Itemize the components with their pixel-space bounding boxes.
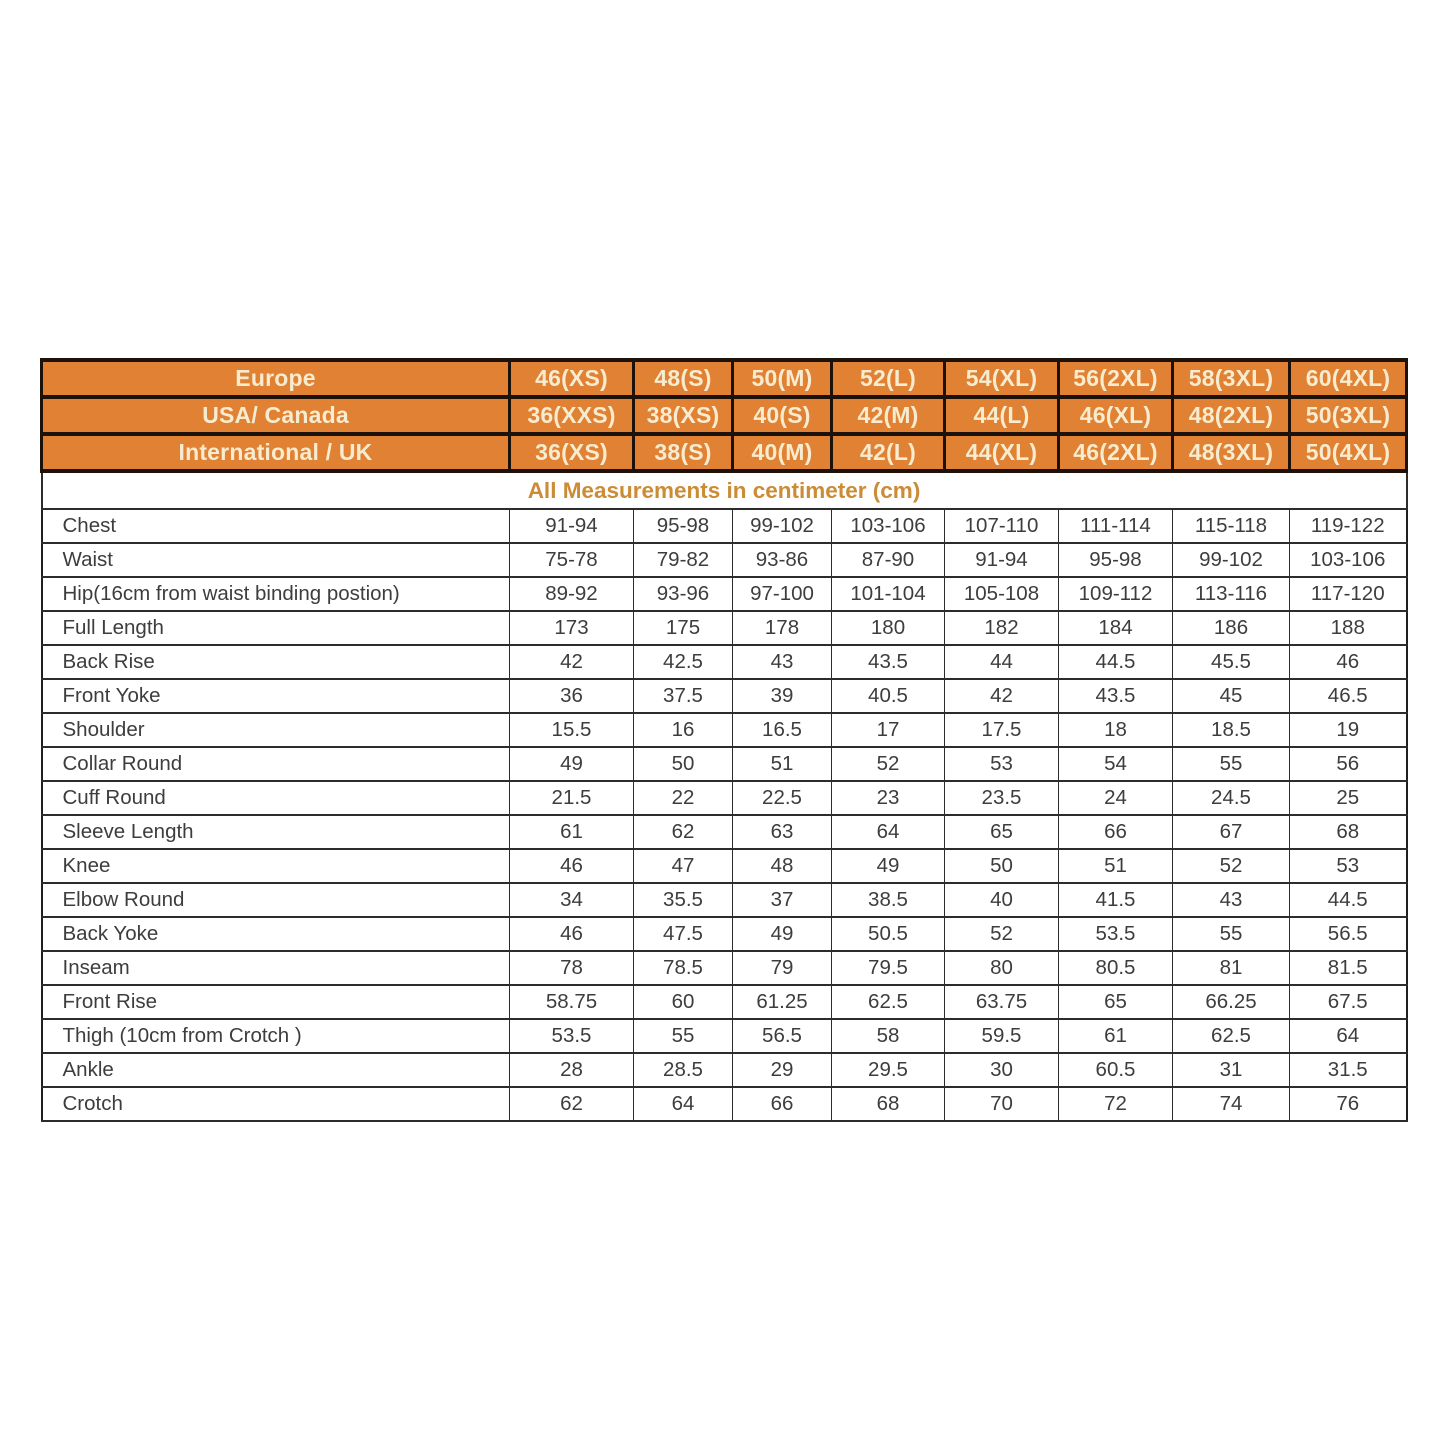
- measurement-value-cell: 43.5: [832, 645, 945, 679]
- measurement-value-cell: 16: [634, 713, 733, 747]
- measurement-value-cell: 65: [1059, 985, 1173, 1019]
- measurement-value-cell: 34: [510, 883, 634, 917]
- size-system-label: International / UK: [42, 434, 510, 471]
- measurement-value-cell: 55: [1173, 747, 1290, 781]
- measurement-value-cell: 40.5: [832, 679, 945, 713]
- measurement-label: Cuff Round: [42, 781, 510, 815]
- measurement-value-cell: 60: [634, 985, 733, 1019]
- measurement-value-cell: 66.25: [1173, 985, 1290, 1019]
- measurement-value-cell: 21.5: [510, 781, 634, 815]
- measurement-value-cell: 68: [832, 1087, 945, 1121]
- measurement-value-cell: 37.5: [634, 679, 733, 713]
- measurement-value-cell: 93-86: [733, 543, 832, 577]
- measurement-label: Back Yoke: [42, 917, 510, 951]
- measurement-value-cell: 79.5: [832, 951, 945, 985]
- measurement-value-cell: 76: [1290, 1087, 1407, 1121]
- size-value-cell: 48(S): [634, 360, 733, 397]
- measurement-value-cell: 75-78: [510, 543, 634, 577]
- measurement-label: Inseam: [42, 951, 510, 985]
- measurement-row: [42, 509, 1407, 543]
- measurement-value-cell: 56: [1290, 747, 1407, 781]
- measurement-value-cell: 60.5: [1059, 1053, 1173, 1087]
- size-value-cell: 38(S): [634, 434, 733, 471]
- measurement-value-cell: 178: [733, 611, 832, 645]
- measurement-value-cell: 38.5: [832, 883, 945, 917]
- measurement-value-cell: 81: [1173, 951, 1290, 985]
- measurement-value-cell: 180: [832, 611, 945, 645]
- measurement-value-cell: 173: [510, 611, 634, 645]
- measurement-row: [42, 985, 1407, 1019]
- measurement-row: [42, 1087, 1407, 1121]
- size-value-cell: 48(3XL): [1173, 434, 1290, 471]
- measurement-value-cell: 63.75: [945, 985, 1059, 1019]
- measurement-value-cell: 70: [945, 1087, 1059, 1121]
- measurement-value-cell: 111-114: [1059, 509, 1173, 543]
- measurement-value-cell: 29: [733, 1053, 832, 1087]
- measurement-value-cell: 42: [510, 645, 634, 679]
- measurement-value-cell: 52: [832, 747, 945, 781]
- measurement-value-cell: 28: [510, 1053, 634, 1087]
- size-value-cell: 36(XS): [510, 434, 634, 471]
- measurement-value-cell: 36: [510, 679, 634, 713]
- measurement-value-cell: 31: [1173, 1053, 1290, 1087]
- measurement-value-cell: 43.5: [1059, 679, 1173, 713]
- measurement-label: Chest: [42, 509, 510, 543]
- measurement-value-cell: 53: [1290, 849, 1407, 883]
- measurement-label: Back Rise: [42, 645, 510, 679]
- measurement-value-cell: 40: [945, 883, 1059, 917]
- measurement-value-cell: 44.5: [1059, 645, 1173, 679]
- measurement-value-cell: 50: [945, 849, 1059, 883]
- measurement-value-cell: 22: [634, 781, 733, 815]
- measurement-value-cell: 52: [945, 917, 1059, 951]
- size-system-row: [42, 397, 1407, 434]
- measurement-value-cell: 91-94: [510, 509, 634, 543]
- measurement-value-cell: 64: [1290, 1019, 1407, 1053]
- measurement-value-cell: 175: [634, 611, 733, 645]
- measurement-label: Thigh (10cm from Crotch ): [42, 1019, 510, 1053]
- size-value-cell: 42(M): [832, 397, 945, 434]
- size-value-cell: 46(XS): [510, 360, 634, 397]
- measurement-row: [42, 713, 1407, 747]
- measurement-value-cell: 103-106: [1290, 543, 1407, 577]
- measurement-value-cell: 43: [733, 645, 832, 679]
- measurement-value-cell: 109-112: [1059, 577, 1173, 611]
- measurement-value-cell: 58.75: [510, 985, 634, 1019]
- measurement-value-cell: 52: [1173, 849, 1290, 883]
- measurement-row: [42, 917, 1407, 951]
- measurement-value-cell: 18.5: [1173, 713, 1290, 747]
- measurement-value-cell: 80.5: [1059, 951, 1173, 985]
- measurement-value-cell: 37: [733, 883, 832, 917]
- size-value-cell: 44(XL): [945, 434, 1059, 471]
- measurement-value-cell: 62: [510, 1087, 634, 1121]
- measurement-label: Shoulder: [42, 713, 510, 747]
- measurement-value-cell: 67.5: [1290, 985, 1407, 1019]
- size-header-section: [42, 360, 1407, 471]
- measurement-value-cell: 53.5: [1059, 917, 1173, 951]
- measurement-value-cell: 31.5: [1290, 1053, 1407, 1087]
- measurement-value-cell: 16.5: [733, 713, 832, 747]
- measurement-value-cell: 56.5: [1290, 917, 1407, 951]
- measurement-value-cell: 72: [1059, 1087, 1173, 1121]
- measurement-row: [42, 577, 1407, 611]
- measurement-row: [42, 815, 1407, 849]
- measurement-value-cell: 74: [1173, 1087, 1290, 1121]
- measurement-value-cell: 115-118: [1173, 509, 1290, 543]
- measurement-value-cell: 79: [733, 951, 832, 985]
- measurement-value-cell: 89-92: [510, 577, 634, 611]
- measurement-value-cell: 17.5: [945, 713, 1059, 747]
- measurement-row: [42, 781, 1407, 815]
- measurement-label: Sleeve Length: [42, 815, 510, 849]
- measurement-value-cell: 99-102: [733, 509, 832, 543]
- size-value-cell: 42(L): [832, 434, 945, 471]
- units-note: All Measurements in centimeter (cm): [42, 471, 1407, 509]
- size-value-cell: 44(L): [945, 397, 1059, 434]
- measurement-row: [42, 679, 1407, 713]
- measurement-value-cell: 62.5: [832, 985, 945, 1019]
- measurement-value-cell: 45.5: [1173, 645, 1290, 679]
- measurement-value-cell: 103-106: [832, 509, 945, 543]
- measurement-value-cell: 184: [1059, 611, 1173, 645]
- size-value-cell: 50(4XL): [1290, 434, 1407, 471]
- measurement-value-cell: 95-98: [634, 509, 733, 543]
- measurement-value-cell: 25: [1290, 781, 1407, 815]
- measurement-value-cell: 119-122: [1290, 509, 1407, 543]
- size-value-cell: 46(2XL): [1059, 434, 1173, 471]
- measurement-row: [42, 883, 1407, 917]
- measurement-value-cell: 24.5: [1173, 781, 1290, 815]
- measurement-value-cell: 117-120: [1290, 577, 1407, 611]
- measurement-label: Collar Round: [42, 747, 510, 781]
- measurement-value-cell: 101-104: [832, 577, 945, 611]
- measurement-value-cell: 18: [1059, 713, 1173, 747]
- measurement-row: [42, 1053, 1407, 1087]
- measurement-value-cell: 188: [1290, 611, 1407, 645]
- measurement-value-cell: 68: [1290, 815, 1407, 849]
- size-value-cell: 52(L): [832, 360, 945, 397]
- measurement-value-cell: 49: [510, 747, 634, 781]
- measurement-value-cell: 113-116: [1173, 577, 1290, 611]
- measurement-value-cell: 19: [1290, 713, 1407, 747]
- measurement-value-cell: 61: [1059, 1019, 1173, 1053]
- measurement-value-cell: 17: [832, 713, 945, 747]
- measurement-value-cell: 46.5: [1290, 679, 1407, 713]
- measurement-label: Knee: [42, 849, 510, 883]
- size-system-row: [42, 360, 1407, 397]
- measurement-value-cell: 47: [634, 849, 733, 883]
- measurement-value-cell: 39: [733, 679, 832, 713]
- measurement-value-cell: 46: [510, 917, 634, 951]
- size-value-cell: 40(M): [733, 434, 832, 471]
- measurement-value-cell: 49: [733, 917, 832, 951]
- measurement-value-cell: 55: [1173, 917, 1290, 951]
- measurement-value-cell: 97-100: [733, 577, 832, 611]
- units-note-row: [42, 471, 1407, 509]
- measurement-value-cell: 29.5: [832, 1053, 945, 1087]
- size-system-label: USA/ Canada: [42, 397, 510, 434]
- measurement-value-cell: 46: [1290, 645, 1407, 679]
- measurement-label: Ankle: [42, 1053, 510, 1087]
- size-value-cell: 58(3XL): [1173, 360, 1290, 397]
- size-value-cell: 50(3XL): [1290, 397, 1407, 434]
- measurement-value-cell: 61: [510, 815, 634, 849]
- measurement-value-cell: 91-94: [945, 543, 1059, 577]
- measurement-row: [42, 849, 1407, 883]
- measurement-value-cell: 78: [510, 951, 634, 985]
- measurement-value-cell: 186: [1173, 611, 1290, 645]
- measurement-value-cell: 182: [945, 611, 1059, 645]
- measurement-value-cell: 42.5: [634, 645, 733, 679]
- measurement-value-cell: 95-98: [1059, 543, 1173, 577]
- measurement-value-cell: 50: [634, 747, 733, 781]
- measurement-value-cell: 93-96: [634, 577, 733, 611]
- measurement-value-cell: 48: [733, 849, 832, 883]
- size-chart-container: [40, 358, 1408, 1122]
- measurement-value-cell: 28.5: [634, 1053, 733, 1087]
- measurement-value-cell: 42: [945, 679, 1059, 713]
- measurement-value-cell: 67: [1173, 815, 1290, 849]
- measurement-value-cell: 64: [634, 1087, 733, 1121]
- measurement-value-cell: 58: [832, 1019, 945, 1053]
- measurement-value-cell: 78.5: [634, 951, 733, 985]
- measurement-value-cell: 30: [945, 1053, 1059, 1087]
- measurement-value-cell: 24: [1059, 781, 1173, 815]
- measurement-value-cell: 56.5: [733, 1019, 832, 1053]
- measurement-value-cell: 87-90: [832, 543, 945, 577]
- measurement-value-cell: 41.5: [1059, 883, 1173, 917]
- measurement-label: Hip(16cm from waist binding postion): [42, 577, 510, 611]
- measurement-value-cell: 66: [733, 1087, 832, 1121]
- measurement-value-cell: 55: [634, 1019, 733, 1053]
- measurement-label: Crotch: [42, 1087, 510, 1121]
- measurement-row: [42, 645, 1407, 679]
- measurement-value-cell: 46: [510, 849, 634, 883]
- measurement-value-cell: 64: [832, 815, 945, 849]
- measurement-value-cell: 54: [1059, 747, 1173, 781]
- measurement-value-cell: 53.5: [510, 1019, 634, 1053]
- measurement-value-cell: 44.5: [1290, 883, 1407, 917]
- measurement-value-cell: 81.5: [1290, 951, 1407, 985]
- measurement-value-cell: 80: [945, 951, 1059, 985]
- measurement-row: [42, 747, 1407, 781]
- measurement-value-cell: 43: [1173, 883, 1290, 917]
- measurement-value-cell: 51: [1059, 849, 1173, 883]
- measurement-value-cell: 15.5: [510, 713, 634, 747]
- measurement-value-cell: 44: [945, 645, 1059, 679]
- measurement-value-cell: 63: [733, 815, 832, 849]
- size-value-cell: 38(XS): [634, 397, 733, 434]
- size-system-label: Europe: [42, 360, 510, 397]
- size-value-cell: 48(2XL): [1173, 397, 1290, 434]
- size-value-cell: 60(4XL): [1290, 360, 1407, 397]
- measurement-row: [42, 611, 1407, 645]
- size-value-cell: 40(S): [733, 397, 832, 434]
- size-value-cell: 50(M): [733, 360, 832, 397]
- measurement-value-cell: 65: [945, 815, 1059, 849]
- measurement-value-cell: 23: [832, 781, 945, 815]
- measurement-value-cell: 66: [1059, 815, 1173, 849]
- measurement-section: [42, 509, 1407, 1121]
- measurement-value-cell: 50.5: [832, 917, 945, 951]
- measurement-value-cell: 22.5: [733, 781, 832, 815]
- size-system-row: [42, 434, 1407, 471]
- measurement-label: Full Length: [42, 611, 510, 645]
- measurement-value-cell: 51: [733, 747, 832, 781]
- size-value-cell: 56(2XL): [1059, 360, 1173, 397]
- measurement-label: Front Yoke: [42, 679, 510, 713]
- measurement-value-cell: 49: [832, 849, 945, 883]
- measurement-row: [42, 1019, 1407, 1053]
- measurement-value-cell: 107-110: [945, 509, 1059, 543]
- size-value-cell: 46(XL): [1059, 397, 1173, 434]
- size-chart-table: [40, 358, 1408, 1122]
- measurement-value-cell: 23.5: [945, 781, 1059, 815]
- measurement-row: [42, 951, 1407, 985]
- measurement-value-cell: 62.5: [1173, 1019, 1290, 1053]
- measurement-value-cell: 62: [634, 815, 733, 849]
- measurement-label: Elbow Round: [42, 883, 510, 917]
- measurement-value-cell: 35.5: [634, 883, 733, 917]
- measurement-value-cell: 59.5: [945, 1019, 1059, 1053]
- measurement-value-cell: 53: [945, 747, 1059, 781]
- measurement-value-cell: 61.25: [733, 985, 832, 1019]
- measurement-value-cell: 79-82: [634, 543, 733, 577]
- measurement-label: Waist: [42, 543, 510, 577]
- measurement-value-cell: 47.5: [634, 917, 733, 951]
- measurement-row: [42, 543, 1407, 577]
- size-value-cell: 54(XL): [945, 360, 1059, 397]
- size-value-cell: 36(XXS): [510, 397, 634, 434]
- measurement-value-cell: 105-108: [945, 577, 1059, 611]
- measurement-value-cell: 45: [1173, 679, 1290, 713]
- measurement-value-cell: 99-102: [1173, 543, 1290, 577]
- measurement-label: Front Rise: [42, 985, 510, 1019]
- units-note-section: [42, 471, 1407, 509]
